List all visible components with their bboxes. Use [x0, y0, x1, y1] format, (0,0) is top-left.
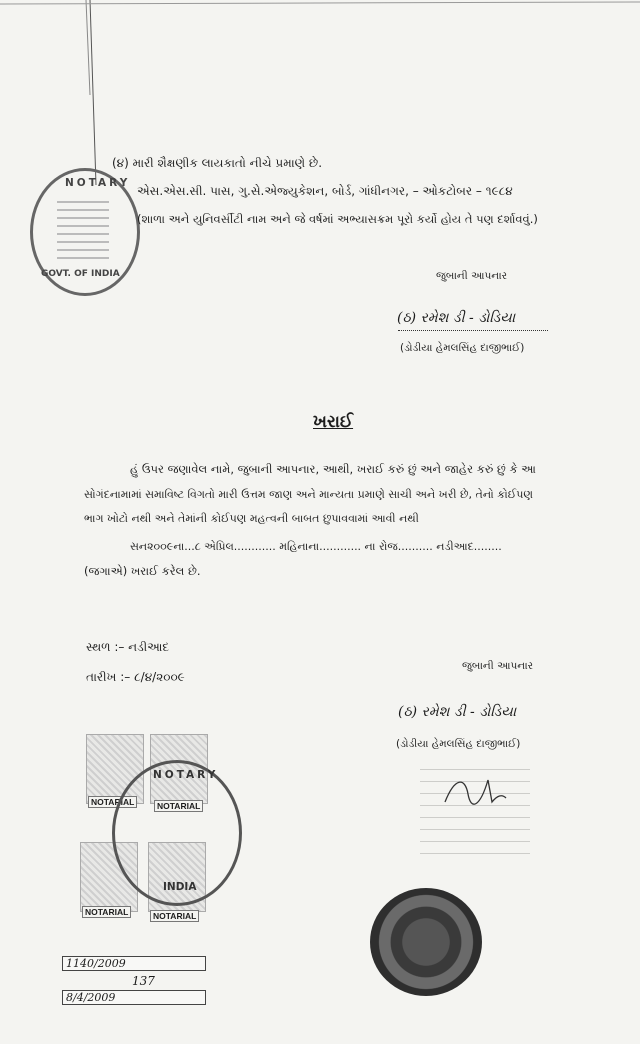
deponent-name-2: (ડોડીયા હેમલસિંહ દાજીભાઈ): [396, 738, 521, 750]
register-number: 1140/2009: [62, 956, 206, 971]
notary-seal-middle: [112, 760, 242, 906]
notary-signature: [440, 772, 510, 812]
education-note: (શાળા અને યુનિવર્સીટી નામ અને જે વર્ષમાં અભ્યાસક્રમ પૂરો કર્યો હોય તે પણ દર્શાવવું.): [137, 212, 538, 226]
place-field: સ્થળ :– નડીઆદ: [86, 640, 170, 654]
signature-line: [398, 330, 548, 331]
deponent-signature-2: (ઠ) રમેશ ડી - ડોડિયા: [398, 704, 517, 720]
notarial-label-1: NOTARIAL: [88, 796, 137, 808]
notary-seal-middle-bottom: INDIA: [163, 881, 197, 893]
embossed-seal: [370, 888, 482, 996]
deponent-label-2: જુબાની આપનાર: [462, 660, 534, 672]
register-entry: 137: [132, 974, 155, 988]
verification-line-5: (જગાએ) ખરાઈ કરેલ છે.: [84, 564, 201, 578]
notarial-label-2: NOTARIAL: [154, 800, 203, 812]
verification-line-4: સન૨૦૦૯ના...૮ એપ્રિલ............ મહિનાના............ ના રોજ.......... નડીઆદ........: [130, 540, 502, 553]
notarial-label-4: NOTARIAL: [150, 910, 199, 922]
notary-seal-center: [57, 199, 109, 259]
notary-seal-middle-top: NOTARY: [153, 769, 219, 781]
notary-seal-top: [30, 168, 140, 296]
verification-line-3: ભાગ ખોટો નથી અને તેમાંની કોઈપણ મહત્વની બાબત છુપાવવામાં આવી નથી: [84, 512, 419, 525]
verification-line-2: સોગંદનામામાં સમાવિષ્ટ વિગતો મારી ઉત્તમ જાણ અને માન્યતા પ્રમાણે સાચી અને ખરી છે, તેનો કોઈપણ: [84, 488, 533, 501]
education-heading: (૪) મારી શૈક્ષણીક લાયકાતો નીચે પ્રમાણે છે.: [112, 156, 323, 170]
notary-seal-bottom-text: GOVT. OF INDIA: [41, 269, 120, 279]
notary-seal-top-text: NOTARY: [65, 177, 131, 189]
verification-line-1: હું ઉપર જણાવેલ નામે, જુબાની આપનાર, આથી, ખરાઈ કરું છું અને જાહેર કરું છું કે આ: [130, 462, 536, 476]
register-date: 8/4/2009: [62, 990, 206, 1005]
page-title: ખરાઈ: [313, 412, 354, 432]
notarial-label-3: NOTARIAL: [82, 906, 131, 918]
education-detail: એસ.એસ.સી. પાસ, ગુ.સે.એજ્યુકેશન, બોર્ડ, ગાંધીનગર, – ઓકટોબર – ૧૯૮૪: [137, 184, 513, 198]
deponent-signature: (ઠ) રમેશ ડી - ડોડિયા: [397, 310, 516, 326]
date-field: તારીખ :– ૮/૪/૨૦૦૯: [86, 670, 185, 684]
deponent-name: (ડોડીયા હેમલસિંહ દાજીભાઈ): [400, 342, 525, 354]
deponent-label: જુબાની આપનાર: [436, 270, 508, 282]
